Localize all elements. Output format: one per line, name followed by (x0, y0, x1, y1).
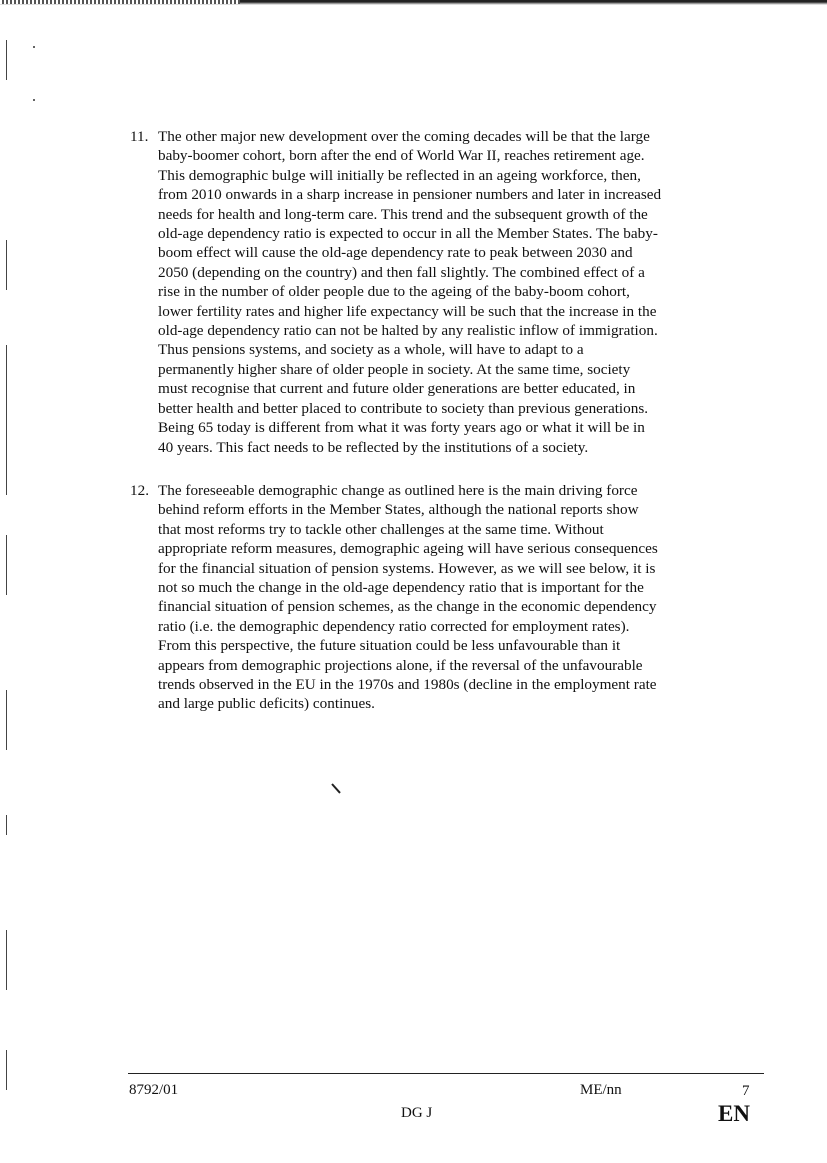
scan-left-edge (6, 240, 7, 290)
text-line: and large public deficits) continues. (158, 695, 375, 713)
text-line: 40 years. This fact needs to be reflected by the institutions of a society. (158, 438, 589, 456)
footer-divider (128, 1073, 764, 1074)
text-line: rise in the number of older people due to the ageing of the baby-boom cohort, (158, 283, 630, 301)
text-line: not so much the change in the old-age dependency ratio that is important for the (158, 579, 644, 597)
author-initials: ME/nn (580, 1082, 622, 1098)
text-line: baby-boomer cohort, born after the end of World War II, reaches retirement age. (158, 147, 645, 165)
document-number: 8792/01 (129, 1082, 179, 1098)
text-line: behind reform efforts in the Member States, although the national reports show (158, 501, 639, 519)
text-line: from 2010 onwards in a sharp increase in pensioner numbers and later in increased (158, 186, 662, 204)
scan-left-edge (6, 815, 7, 835)
text-line: for the financial situation of pension systems. However, as we will see below, it is (158, 559, 656, 577)
paragraph-11 (130, 127, 720, 457)
text-line: 2050 (depending on the country) and then fall slightly. The combined effect of a (158, 263, 645, 281)
scan-left-edge (6, 930, 7, 990)
text-line: better health and better placed to contribute to society than previous generations. (158, 399, 649, 417)
text-line: ratio (i.e. the demographic dependency ratio corrected for employment rates). (158, 617, 630, 635)
text-line: Thus pensions systems, and society as a whole, will have to adapt to a (158, 341, 584, 359)
text-line: The other major new development over the coming decades will be that the large (158, 128, 650, 145)
text-line: trends observed in the EU in the 1970s and 1980s (decline in the employment rate (158, 676, 657, 694)
text-line: permanently higher share of older people in society. At the same time, society (158, 360, 631, 378)
paragraph-number: 12. (130, 482, 149, 499)
language-code: EN (718, 1101, 750, 1126)
text-line: From this perspective, the future situation could be less unfavourable than it (158, 637, 621, 655)
text-line: old-age dependency ratio is expected to occur in all the Member States. The baby- (158, 225, 658, 243)
scan-speck (33, 46, 35, 48)
paragraph-12 (130, 481, 720, 714)
page-number: 7 (742, 1083, 750, 1099)
stray-pen-mark (331, 783, 341, 793)
text-line: financial situation of pension schemes, as the change in the economic dependency (158, 598, 657, 616)
paragraph-number: 11. (130, 128, 149, 145)
scan-left-edge (6, 40, 7, 80)
scan-left-edge (6, 690, 7, 750)
text-line: old-age dependency ratio can not be halted by any realistic inflow of immigration. (158, 322, 658, 340)
scan-left-edge (6, 345, 7, 495)
text-line: appropriate reform measures, demographic ageing will have serious consequences (158, 540, 658, 558)
text-line: that most reforms try to tackle other challenges at the same time. Without (158, 520, 604, 538)
scan-speck (33, 99, 35, 101)
text-line: This demographic bulge will initially be reflected in an ageing workforce, then, (158, 166, 641, 184)
text-line: boom effect will cause the old-age dependency rate to peak between 2030 and (158, 244, 633, 262)
text-line: appears from demographic projections alone, if the reversal of the unfavourable (158, 656, 643, 674)
scan-top-border (0, 0, 827, 5)
text-line: needs for health and long-term care. This trend and the subsequent growth of the (158, 205, 648, 223)
text-line: lower fertility rates and higher life expectancy will be such that the increase in the (158, 302, 657, 320)
text-line: must recognise that current and future older generations are better educated, in (158, 380, 636, 398)
scan-left-edge (6, 1050, 7, 1090)
scan-left-edge (6, 535, 7, 595)
directorate-label: DG J (401, 1105, 433, 1121)
text-line: The foreseeable demographic change as outlined here is the main driving force (158, 482, 638, 499)
text-line: Being 65 today is different from what it was forty years ago or what it will be in (158, 419, 645, 437)
